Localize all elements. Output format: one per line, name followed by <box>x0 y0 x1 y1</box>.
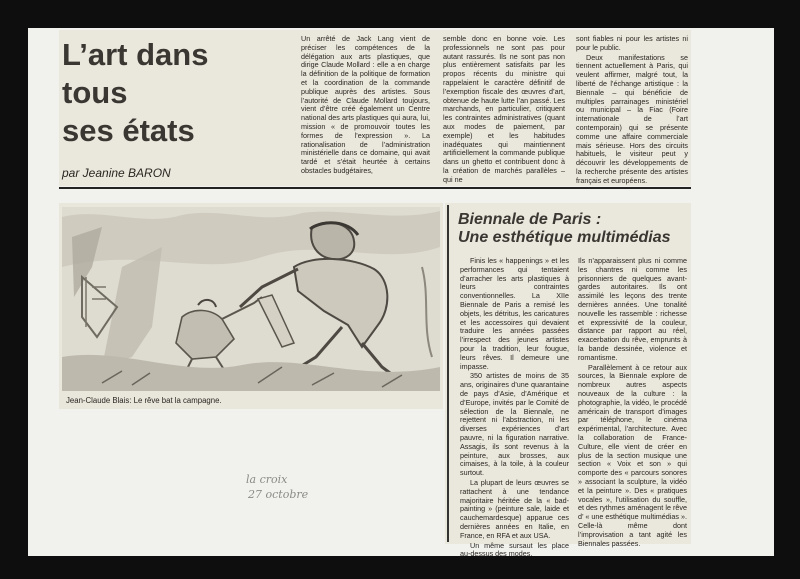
intro-column-1 <box>301 35 430 183</box>
article-rule <box>447 205 449 542</box>
handwritten-line: la croix <box>246 473 288 486</box>
article-column-1 <box>460 256 569 559</box>
article-column-2 <box>578 256 687 548</box>
intro-column-2 <box>443 35 565 183</box>
article-title-line: Une esthétique multimédias <box>458 229 671 246</box>
article-title-line: Biennale de Paris : <box>458 211 602 228</box>
paragraph: 350 artistes de moins de 35 ans, originaires d’une quarantaine de pays d’Asie, d’Amérique et d’Europe, invités par le Comité de sélection de la Biennale, ne rejettent ni l’abstraction, ni les diverses expériences d’art pauvre, ni la figuration narrative. Assagis, ils sont revenus à la peinture, aux brosses, aux cimaises, à la toile, à la couleur surtout. <box>460 371 569 478</box>
paragraph: Finis les « happenings » et les performances qui tentaient d’arracher les arts plastiques à leurs contraintes conventionnelles. La XIIe Biennale de Paris a remisé les objets, les détritus, les caricatures et les accessoires qui devaient traduire les années passées l’irrespect des jeunes artistes pour la tradition, leur fougue, leurs rêves. Il demeure une impasse. <box>460 256 569 371</box>
headline <box>62 36 208 150</box>
section-rule <box>59 187 691 189</box>
paragraph: Un même sursaut les place au-dessus des modes. <box>460 540 569 559</box>
handwritten-line: 27 octobre <box>248 488 309 501</box>
paragraph: La plupart de leurs œuvres se rattachent à une tendance majoritaire héritée de la « bad-painting » (peinture sale, laide et cauchemardesque) apparue ces dernières années en Italie, en France, en RFA et aux USA. <box>460 477 569 540</box>
headline-line: L’art dans <box>62 37 209 72</box>
article-title <box>458 211 671 247</box>
artwork-illustration <box>62 207 440 391</box>
image-caption: Jean-Claude Blais: Le rêve bat la campagne. <box>66 396 222 405</box>
byline: par Jeanine BARON <box>62 166 171 180</box>
paragraph: Deux manifestations se tiennent actuellement à Paris, qui veulent affirmer, malgré tout, la liberté de l’échange artistique : la Biennale – qui bénéficie de multiples parrainages ministériel ou municipal – la Fiac (Foire internationale de l’art contemporain) qui se présente comme une affaire commerciale mais sérieuse. Hors des circuits habituels, le visiteur peut y découvrir les développements de la recherche présente des artistes français et européens. <box>576 52 688 185</box>
paragraph: Parallèlement à ce retour aux sources, la Biennale explore de nombreux autres aspects nouveaux de la culture : la photographie, la vidéo, le procédé américain de transport d’images par téléphone, le cinéma expérimental, l’architecture. Avec la collaboration de France-Culture, elle vient de créer en plus de la section musique une section « Voix et son » qui comporte des « parcours sonores » associant la sculpture, la vidéo et la peinture ». Des « pratiques vocales », l’utilisation du souffle, et des rythmes aménagent le rêve d’ « une esthétique multimédias ». Celle-là même dont l’improvisation a tant agité les Biennales passées. <box>578 362 687 548</box>
headline-line: tous <box>62 75 128 110</box>
paragraph: sont fiables ni pour les artistes ni pour le public. <box>576 34 688 52</box>
paragraph: Un arrêté de Jack Lang vient de préciser les compétences de la délégation aux arts plastiques, que dirige Claude Mollard : elle a en charge la définition de la politique de formation et la coordination de la commande publique auprès des artistes. Sous l’autorité de Claude Mollard toujours, vient d’être créé également un Centre national des arts plastiques qui aura, lui, mission « de promouvoir toutes les formes de l’expression ». La rationalisation de l’administration ministérielle dans ce domaine, qui avait tardé et s’était heurtée à certains obstacles budgétaires, <box>301 34 430 175</box>
intro-column-3 <box>576 35 688 183</box>
paragraph: semble donc en bonne voie. Les professionnels ne sont pas pour autant rassurés. Ils ne sont pas non plus entièrement satisfaits par les propos récents du ministre qui rappelaient le caractère définitif de l’exemption fiscale des œuvres d’art, obtenue de haute lutte l’an passé. Les marchands, en particulier, critiquent les contraintes administratives (quant aux modes de paiement, par exemple) et les habitudes inadéquates qui maintiennent artificiellement la commande publique dans un ghetto et contribuent donc à la création de marchés parallèles – qui ne <box>443 34 565 184</box>
paragraph: Ils n’apparaissent plus ni comme les chantres ni comme les prisonniers de quelques avant-gardes autoritaires. Ils ont assimilé les leçons des trente dernières années. Une tonalité nouvelle les rassemble : richesse et expressivité de la couleur, distance par rapport au réel, exacerbation du rêve, emprunts à la bande dessinée, violence et romantisme. <box>578 256 687 362</box>
handwritten-note <box>246 472 308 502</box>
headline-line: ses états <box>62 113 195 148</box>
